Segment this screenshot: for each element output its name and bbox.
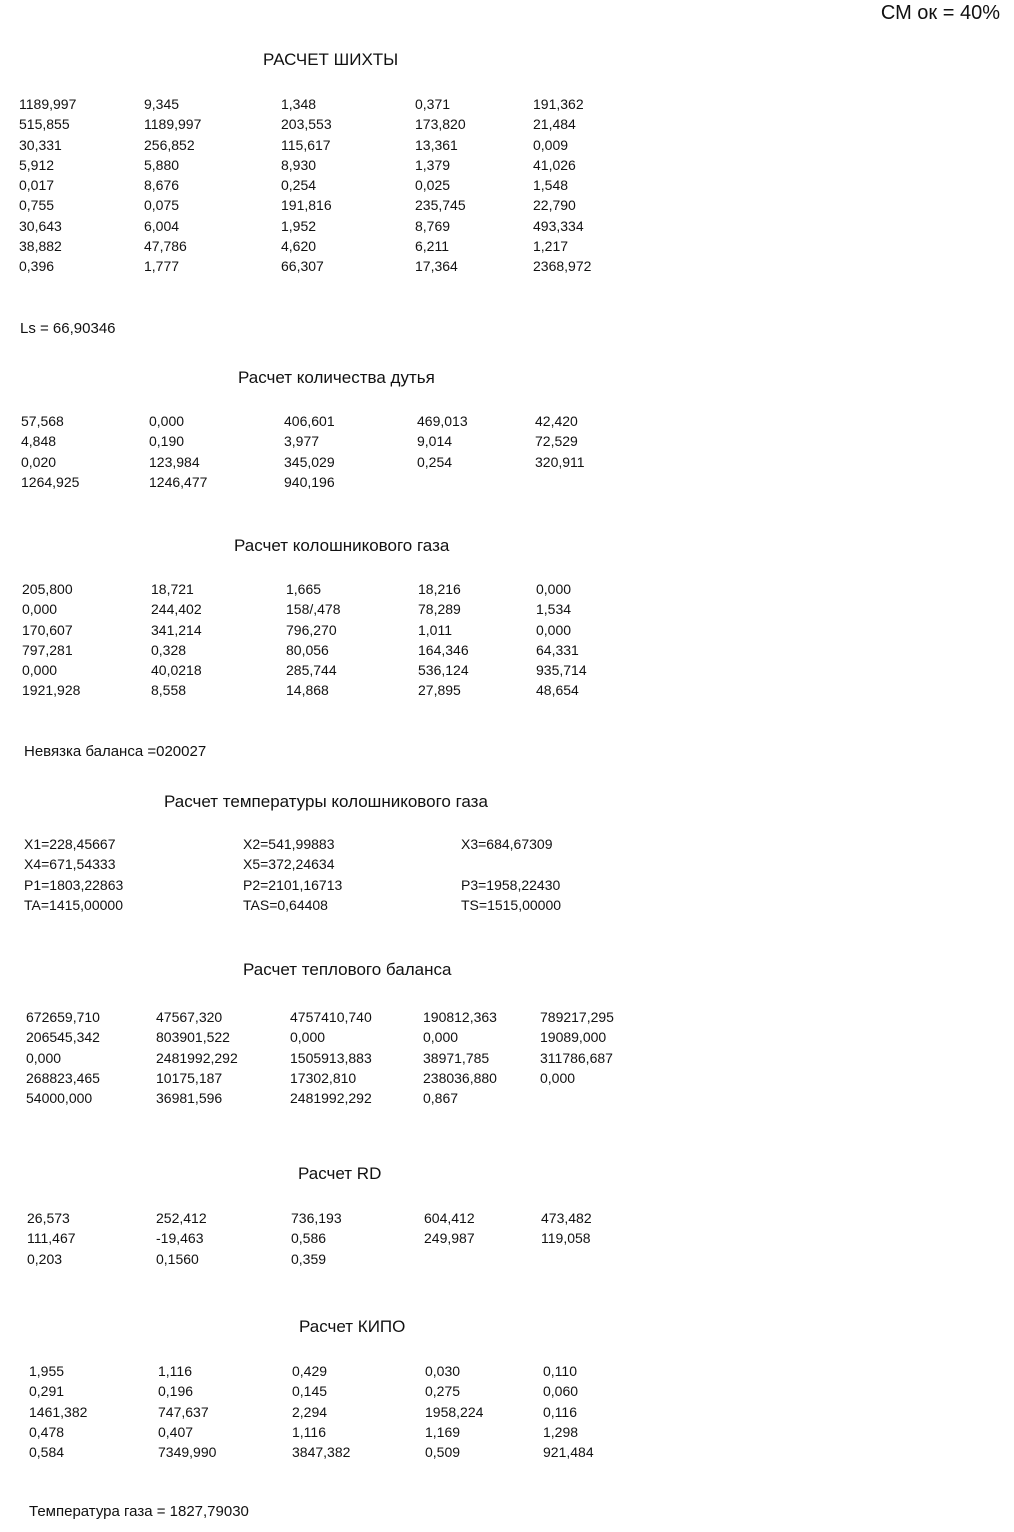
table-cell: 1189,997 <box>19 96 77 112</box>
table-cell: 0,190 <box>149 433 185 450</box>
table-cell: 2368,972 <box>533 258 592 275</box>
table-cell: 8,676 <box>144 177 180 194</box>
table-cell: 115,617 <box>281 136 331 153</box>
table-cell: 17,364 <box>415 258 458 275</box>
table-cell: 1461,382 <box>29 1403 88 1420</box>
table-cell: 0,009 <box>533 136 569 153</box>
corner-label: СМ ок = 40% <box>880 2 1000 24</box>
table-cell: 1,379 <box>415 156 451 173</box>
table-cell: 2,294 <box>292 1403 328 1420</box>
section-title-heat: Расчет теплового баланса <box>243 960 452 979</box>
section-title-gas: Расчет колошникового газа <box>234 536 450 555</box>
table-cell: 0,509 <box>425 1444 461 1461</box>
table-cell: 22,790 <box>533 197 576 214</box>
table-cell: 0,000 <box>26 1049 62 1066</box>
table-cell: 0,254 <box>281 177 317 194</box>
table-cell: 345,029 <box>284 453 335 470</box>
table-cell: 191,816 <box>281 197 332 214</box>
table-cell: 473,482 <box>541 1210 592 1226</box>
table-cell: 406,601 <box>284 413 335 429</box>
table-cell: 1505913,883 <box>290 1049 372 1066</box>
table-cell: 123,984 <box>149 453 200 470</box>
section-title-shikhta: РАСЧЕТ ШИХТЫ <box>263 50 399 69</box>
table-cell: TAS=0,64408 <box>243 896 328 913</box>
table-cell: 30,643 <box>19 217 62 234</box>
table-cell: 244,402 <box>151 601 202 618</box>
table-cell: 536,124 <box>418 662 469 679</box>
table-cell: 7349,990 <box>158 1444 217 1461</box>
table-cell: 190812,363 <box>423 1009 497 1025</box>
table-cell: 0,478 <box>29 1423 65 1440</box>
table-cell: 158/,478 <box>286 601 341 618</box>
table-cell: 30,331 <box>19 136 62 153</box>
table-cell: 64,331 <box>536 641 579 658</box>
table-cell: X1=228,45667 <box>24 836 116 852</box>
table-cell: 0,1560 <box>156 1250 199 1267</box>
table-cell: 9,014 <box>417 433 453 450</box>
table-cell: 0,407 <box>158 1423 194 1440</box>
table-cell: 170,607 <box>22 621 73 638</box>
table-cell: 0,145 <box>292 1383 328 1400</box>
section-title-kipo: Расчет КИПО <box>299 1317 406 1336</box>
table-cell: 1,548 <box>533 177 569 194</box>
table-cell: 66,307 <box>281 258 324 275</box>
table-cell: 42,420 <box>535 413 578 429</box>
table-cell: 0,867 <box>423 1090 459 1107</box>
table-cell: X5=372,24634 <box>243 856 335 873</box>
table-cell: 18,216 <box>418 581 461 597</box>
table-cell: 1,116 <box>158 1363 192 1379</box>
table-cell: 6,004 <box>144 217 180 234</box>
table-cell: 0,359 <box>291 1250 327 1267</box>
table-cell: 796,270 <box>286 621 337 638</box>
table-cell: 0,291 <box>29 1383 65 1400</box>
table-cell: 935,714 <box>536 662 587 679</box>
section-title-temp: Расчет температуры колошникового газа <box>164 792 488 811</box>
table-cell: 797,281 <box>22 641 73 658</box>
table-cell: 0,030 <box>425 1363 461 1379</box>
table-cell: 320,911 <box>535 453 585 470</box>
table-cell: X3=684,67309 <box>461 836 553 852</box>
table-cell: 736,193 <box>291 1210 342 1226</box>
table-cell: 0,000 <box>22 601 58 618</box>
table-cell: 0,328 <box>151 641 187 658</box>
table-cell: 249,987 <box>424 1230 475 1247</box>
section-title-rd: Расчет RD <box>298 1164 382 1183</box>
balance-residual: Невязка баланса =020027 <box>24 743 207 760</box>
table-cell: 1,217 <box>533 238 569 255</box>
table-cell: 238036,880 <box>423 1069 497 1086</box>
table-cell: 19089,000 <box>540 1029 607 1046</box>
table-cell: P2=2101,16713 <box>243 876 343 893</box>
table-cell: 1,169 <box>425 1423 461 1440</box>
table-cell: 0,000 <box>536 581 572 597</box>
table-cell: 268823,465 <box>26 1069 100 1086</box>
table-cell: 41,026 <box>533 156 576 173</box>
table-cell: 48,654 <box>536 682 579 699</box>
table-cell: 0,020 <box>21 453 57 470</box>
table-cell: 747,637 <box>158 1403 209 1420</box>
table-cell: 921,484 <box>543 1444 594 1461</box>
table-cell: 1921,928 <box>22 682 81 699</box>
table-cell: 119,058 <box>541 1230 591 1247</box>
table-cell: 54000,000 <box>26 1090 93 1107</box>
table-cell: 203,553 <box>281 116 332 133</box>
table-cell: 206545,342 <box>26 1029 100 1046</box>
table-cell: TS=1515,00000 <box>461 896 562 913</box>
table-cell: 803901,522 <box>156 1029 230 1046</box>
table-cell: 672659,710 <box>26 1009 100 1025</box>
table-cell: 0,000 <box>423 1029 459 1046</box>
table-cell: 0,025 <box>415 177 451 194</box>
table-cell: 0,116 <box>543 1403 577 1420</box>
table-cell: 0,586 <box>291 1230 327 1247</box>
table-cell: 111,467 <box>27 1230 76 1247</box>
table-cell: 493,334 <box>533 217 584 234</box>
table-cell: 1,116 <box>292 1423 326 1440</box>
table-cell: 8,769 <box>415 217 451 234</box>
table-cell: 1,665 <box>286 581 322 597</box>
table-cell: 311786,687 <box>540 1049 613 1066</box>
table-cell: 6,211 <box>415 238 449 255</box>
table-cell: 2481992,292 <box>156 1049 238 1066</box>
table-cell: 0,254 <box>417 453 453 470</box>
table-cell: 27,895 <box>418 682 461 699</box>
table-cell: 0,110 <box>543 1363 577 1379</box>
table-cell: P3=1958,22430 <box>461 876 561 893</box>
table-cell: 72,529 <box>535 433 578 450</box>
table-cell: 47,786 <box>144 238 187 255</box>
table-cell: 3,977 <box>284 433 320 450</box>
table-cell: 252,412 <box>156 1210 207 1226</box>
table-cell: 1,298 <box>543 1423 579 1440</box>
table-cell: 789217,295 <box>540 1009 614 1025</box>
table-cell: P1=1803,22863 <box>24 876 124 893</box>
table-cell: 40,0218 <box>151 662 202 679</box>
table-cell: 80,056 <box>286 641 329 658</box>
table-cell: 1,777 <box>144 258 180 275</box>
table-cell: 515,855 <box>19 116 70 133</box>
table-cell: 4757410,740 <box>290 1009 372 1025</box>
table-cell: 38971,785 <box>423 1049 490 1066</box>
table-cell: 57,568 <box>21 413 64 429</box>
table-cell: 341,214 <box>151 621 202 638</box>
table-cell: 26,573 <box>27 1210 70 1226</box>
gas-temperature: Температура газа = 1827,79030 <box>29 1503 249 1520</box>
table-cell: X2=541,99883 <box>243 836 335 852</box>
table-cell: 78,289 <box>418 601 461 618</box>
table-cell: 1,952 <box>281 217 317 234</box>
table-cell: 1246,477 <box>149 473 208 490</box>
table-cell: 469,013 <box>417 413 468 429</box>
table-cell: 0,371 <box>415 96 451 112</box>
table-cell: 0,203 <box>27 1250 63 1267</box>
table-cell: 0,075 <box>144 197 180 214</box>
table-cell: 8,930 <box>281 156 317 173</box>
table-cell: 5,912 <box>19 156 55 173</box>
ls-value: Ls = 66,90346 <box>20 320 116 337</box>
table-cell: 17302,810 <box>290 1069 357 1086</box>
table-cell: 47567,320 <box>156 1009 223 1025</box>
table-cell: 0,000 <box>540 1069 576 1086</box>
table-cell: 14,868 <box>286 682 329 699</box>
table-cell: 0,275 <box>425 1383 461 1400</box>
table-cell: 1,348 <box>281 96 317 112</box>
table-cell: 21,484 <box>533 116 576 133</box>
table-cell: 13,361 <box>415 136 458 153</box>
table-cell: 0,060 <box>543 1383 579 1400</box>
table-cell: 191,362 <box>533 96 584 112</box>
table-cell: 4,848 <box>21 433 57 450</box>
table-cell: 4,620 <box>281 238 317 255</box>
table-cell: 1,534 <box>536 601 572 618</box>
table-cell: 8,558 <box>151 682 187 699</box>
table-cell: 205,800 <box>22 581 73 597</box>
table-cell: 3847,382 <box>292 1444 351 1461</box>
table-cell: 0,396 <box>19 258 55 275</box>
table-cell: 36981,596 <box>156 1090 223 1107</box>
table-cell: 1189,997 <box>144 116 202 133</box>
table-cell: 0,196 <box>158 1383 194 1400</box>
table-cell: -19,463 <box>156 1230 204 1247</box>
table-cell: 1264,925 <box>21 473 80 490</box>
table-cell: 0,000 <box>536 621 572 638</box>
table-cell: 0,000 <box>149 413 185 429</box>
table-cell: 256,852 <box>144 136 195 153</box>
table-cell: 5,880 <box>144 156 180 173</box>
section-title-dutye: Расчет количества дутья <box>238 368 435 387</box>
table-cell: 18,721 <box>151 581 194 597</box>
table-cell: 604,412 <box>424 1210 475 1226</box>
table-cell: 10175,187 <box>156 1069 223 1086</box>
table-cell: 285,744 <box>286 662 337 679</box>
table-cell: 0,755 <box>19 197 55 214</box>
table-cell: 1,955 <box>29 1363 65 1379</box>
table-cell: 164,346 <box>418 641 469 658</box>
table-cell: 0,584 <box>29 1444 65 1461</box>
table-cell: X4=671,54333 <box>24 856 116 873</box>
table-cell: 940,196 <box>284 473 335 490</box>
table-cell: 1958,224 <box>425 1403 484 1420</box>
table-cell: 38,882 <box>19 238 62 255</box>
table-cell: 1,011 <box>418 621 452 638</box>
table-cell: 173,820 <box>415 116 466 133</box>
table-cell: 0,000 <box>290 1029 326 1046</box>
table-cell: 0,429 <box>292 1363 328 1379</box>
table-cell: 0,017 <box>19 177 55 194</box>
table-cell: 0,000 <box>22 662 58 679</box>
table-cell: 9,345 <box>144 96 180 112</box>
table-cell: 235,745 <box>415 197 466 214</box>
table-cell: TA=1415,00000 <box>24 896 123 913</box>
table-cell: 2481992,292 <box>290 1090 372 1107</box>
